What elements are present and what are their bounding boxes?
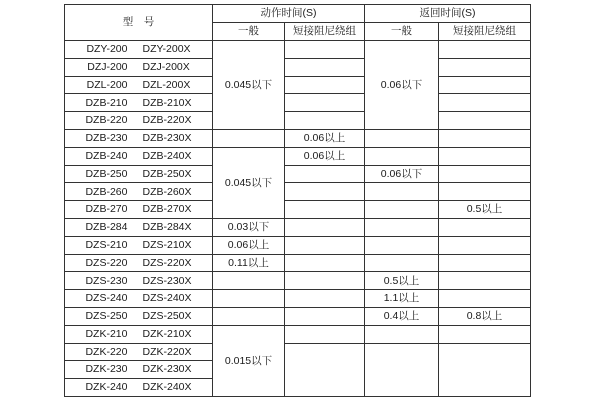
header-row-1 [65, 5, 531, 23]
cell-action-general: 0.11以上 [213, 254, 285, 272]
model-name: DZK-210 [85, 327, 128, 340]
model-cell [65, 94, 213, 112]
model-name-x-variant: DZK-210X [142, 327, 192, 340]
cell-return-short-damping [439, 290, 531, 308]
model-name-x-variant: DZS-240X [142, 292, 192, 305]
model-name: DZB-220 [85, 114, 128, 127]
model-name: DZB-284 [85, 221, 128, 234]
table-row [65, 307, 531, 325]
cell-action-short-damping [285, 112, 365, 130]
model-name-x-variant: DZS-210X [142, 238, 192, 251]
model-name: DZL-200 [86, 78, 128, 91]
cell-return-general [365, 254, 439, 272]
cell-return-short-damping [439, 58, 531, 76]
cell-action-general: 0.03以下 [213, 218, 285, 236]
model-cell [65, 218, 213, 236]
model-name: DZK-220 [85, 345, 128, 358]
cell-return-general [365, 201, 439, 219]
cell-action-short-damping: 0.06以上 [285, 129, 365, 147]
model-name-x-variant: DZB-210X [142, 96, 192, 109]
cell-action-general: 0.045以下 [213, 147, 285, 218]
table-row [65, 94, 531, 112]
cell-return-short-damping: 0.8以上 [439, 307, 531, 325]
cell-return-general [365, 343, 439, 396]
cell-return-short-damping [439, 129, 531, 147]
cell-return-short-damping [439, 94, 531, 112]
model-name: DZS-230 [85, 274, 128, 287]
cell-return-general: 0.06以下 [365, 41, 439, 130]
table-row [65, 112, 531, 130]
cell-return-short-damping [439, 112, 531, 130]
table-row [65, 236, 531, 254]
relay-timing-table [64, 4, 531, 397]
model-cell [65, 129, 213, 147]
return-time-header: 返回时间(S) [365, 5, 531, 23]
cell-action-short-damping [285, 218, 365, 236]
model-cell [65, 147, 213, 165]
cell-action-short-damping [285, 343, 365, 396]
return-general-header: 一般 [365, 23, 439, 41]
cell-action-short-damping [285, 236, 365, 254]
model-cell [65, 379, 213, 397]
cell-return-general [365, 218, 439, 236]
model-name-x-variant: DZS-250X [142, 310, 192, 323]
cell-action-short-damping [285, 201, 365, 219]
cell-return-short-damping [439, 272, 531, 290]
model-name: DZK-230 [85, 363, 128, 376]
cell-return-short-damping [439, 236, 531, 254]
model-name-x-variant: DZL-200X [142, 78, 191, 91]
model-name: DZB-250 [85, 167, 128, 180]
table-row [65, 147, 531, 165]
cell-return-general: 0.4以上 [365, 307, 439, 325]
cell-action-short-damping [285, 165, 365, 183]
model-name-x-variant: DZK-240X [142, 381, 192, 394]
cell-return-short-damping [439, 343, 531, 396]
model-name-x-variant: DZK-220X [142, 345, 192, 358]
cell-action-short-damping: 0.06以上 [285, 147, 365, 165]
cell-return-short-damping [439, 218, 531, 236]
model-name: DZB-210 [85, 96, 128, 109]
table-row [65, 290, 531, 308]
model-name-x-variant: DZY-200X [142, 43, 191, 56]
model-name: DZK-240 [85, 381, 128, 394]
model-name-x-variant: DZB-260X [142, 185, 192, 198]
cell-action-short-damping [285, 254, 365, 272]
cell-action-general [213, 290, 285, 308]
cell-action-short-damping [285, 94, 365, 112]
model-name-x-variant: DZB-270X [142, 203, 192, 216]
model-name-x-variant: DZS-230X [142, 274, 192, 287]
cell-action-general: 0.045以下 [213, 41, 285, 130]
model-cell [65, 254, 213, 272]
table-row [65, 325, 531, 343]
table-row [65, 272, 531, 290]
model-name: DZS-240 [85, 292, 128, 305]
table-row [65, 41, 531, 59]
model-cell [65, 41, 213, 59]
table-row [65, 165, 531, 183]
cell-action-short-damping [285, 325, 365, 343]
model-cell [65, 112, 213, 130]
cell-action-short-damping [285, 272, 365, 290]
table-row [65, 58, 531, 76]
cell-action-general [213, 272, 285, 290]
cell-return-general [365, 147, 439, 165]
model-name: DZS-250 [85, 310, 128, 323]
model-column-header: 型 号 [65, 5, 213, 41]
action-short-damping-header: 短接阻尼绕组 [285, 23, 365, 41]
model-name-x-variant: DZK-230X [142, 363, 192, 376]
cell-return-general [365, 236, 439, 254]
model-cell [65, 165, 213, 183]
model-name: DZB-230 [85, 132, 128, 145]
cell-return-short-damping [439, 165, 531, 183]
model-cell [65, 343, 213, 361]
model-name: DZB-240 [85, 149, 128, 162]
table-row [65, 254, 531, 272]
cell-return-general: 0.5以上 [365, 272, 439, 290]
model-cell [65, 307, 213, 325]
model-name-x-variant: DZS-220X [142, 256, 192, 269]
cell-action-short-damping [285, 290, 365, 308]
model-cell [65, 290, 213, 308]
cell-return-short-damping [439, 254, 531, 272]
model-name-x-variant: DZJ-200X [142, 60, 190, 73]
cell-action-short-damping [285, 307, 365, 325]
model-cell [65, 58, 213, 76]
cell-action-short-damping [285, 76, 365, 94]
model-name: DZB-270 [85, 203, 128, 216]
model-name: DZS-210 [85, 238, 128, 251]
model-cell [65, 325, 213, 343]
model-cell [65, 183, 213, 201]
cell-action-short-damping [285, 58, 365, 76]
cell-action-general: 0.015以下 [213, 325, 285, 396]
cell-action-short-damping [285, 41, 365, 59]
table-row [65, 129, 531, 147]
table-row [65, 218, 531, 236]
model-name: DZS-220 [85, 256, 128, 269]
cell-action-general [213, 129, 285, 147]
table-row [65, 183, 531, 201]
action-general-header: 一般 [213, 23, 285, 41]
cell-return-short-damping [439, 76, 531, 94]
model-name: DZB-260 [85, 185, 128, 198]
return-short-damping-header: 短接阻尼绕组 [439, 23, 531, 41]
model-cell [65, 361, 213, 379]
cell-return-general: 0.06以下 [365, 165, 439, 183]
cell-return-general: 1.1以上 [365, 290, 439, 308]
cell-action-general [213, 307, 285, 325]
table-row [65, 76, 531, 94]
model-name-x-variant: DZB-220X [142, 114, 192, 127]
model-cell [65, 236, 213, 254]
cell-return-short-damping [439, 183, 531, 201]
cell-return-general [365, 325, 439, 343]
cell-return-short-damping [439, 41, 531, 59]
model-name-x-variant: DZB-250X [142, 167, 192, 180]
model-cell [65, 272, 213, 290]
model-name: DZJ-200 [87, 60, 128, 73]
model-name: DZY-200 [86, 43, 128, 56]
cell-return-short-damping: 0.5以上 [439, 201, 531, 219]
cell-action-general: 0.06以上 [213, 236, 285, 254]
cell-return-short-damping [439, 325, 531, 343]
action-time-header: 动作时间(S) [213, 5, 365, 23]
cell-return-short-damping [439, 147, 531, 165]
model-cell [65, 201, 213, 219]
model-cell [65, 76, 213, 94]
table-row [65, 343, 531, 361]
cell-return-general [365, 129, 439, 147]
table-row [65, 201, 531, 219]
model-name-x-variant: DZB-284X [142, 221, 192, 234]
model-name-x-variant: DZB-240X [142, 149, 192, 162]
cell-return-general [365, 183, 439, 201]
model-name-x-variant: DZB-230X [142, 132, 192, 145]
cell-action-short-damping [285, 183, 365, 201]
table-header [65, 5, 531, 41]
